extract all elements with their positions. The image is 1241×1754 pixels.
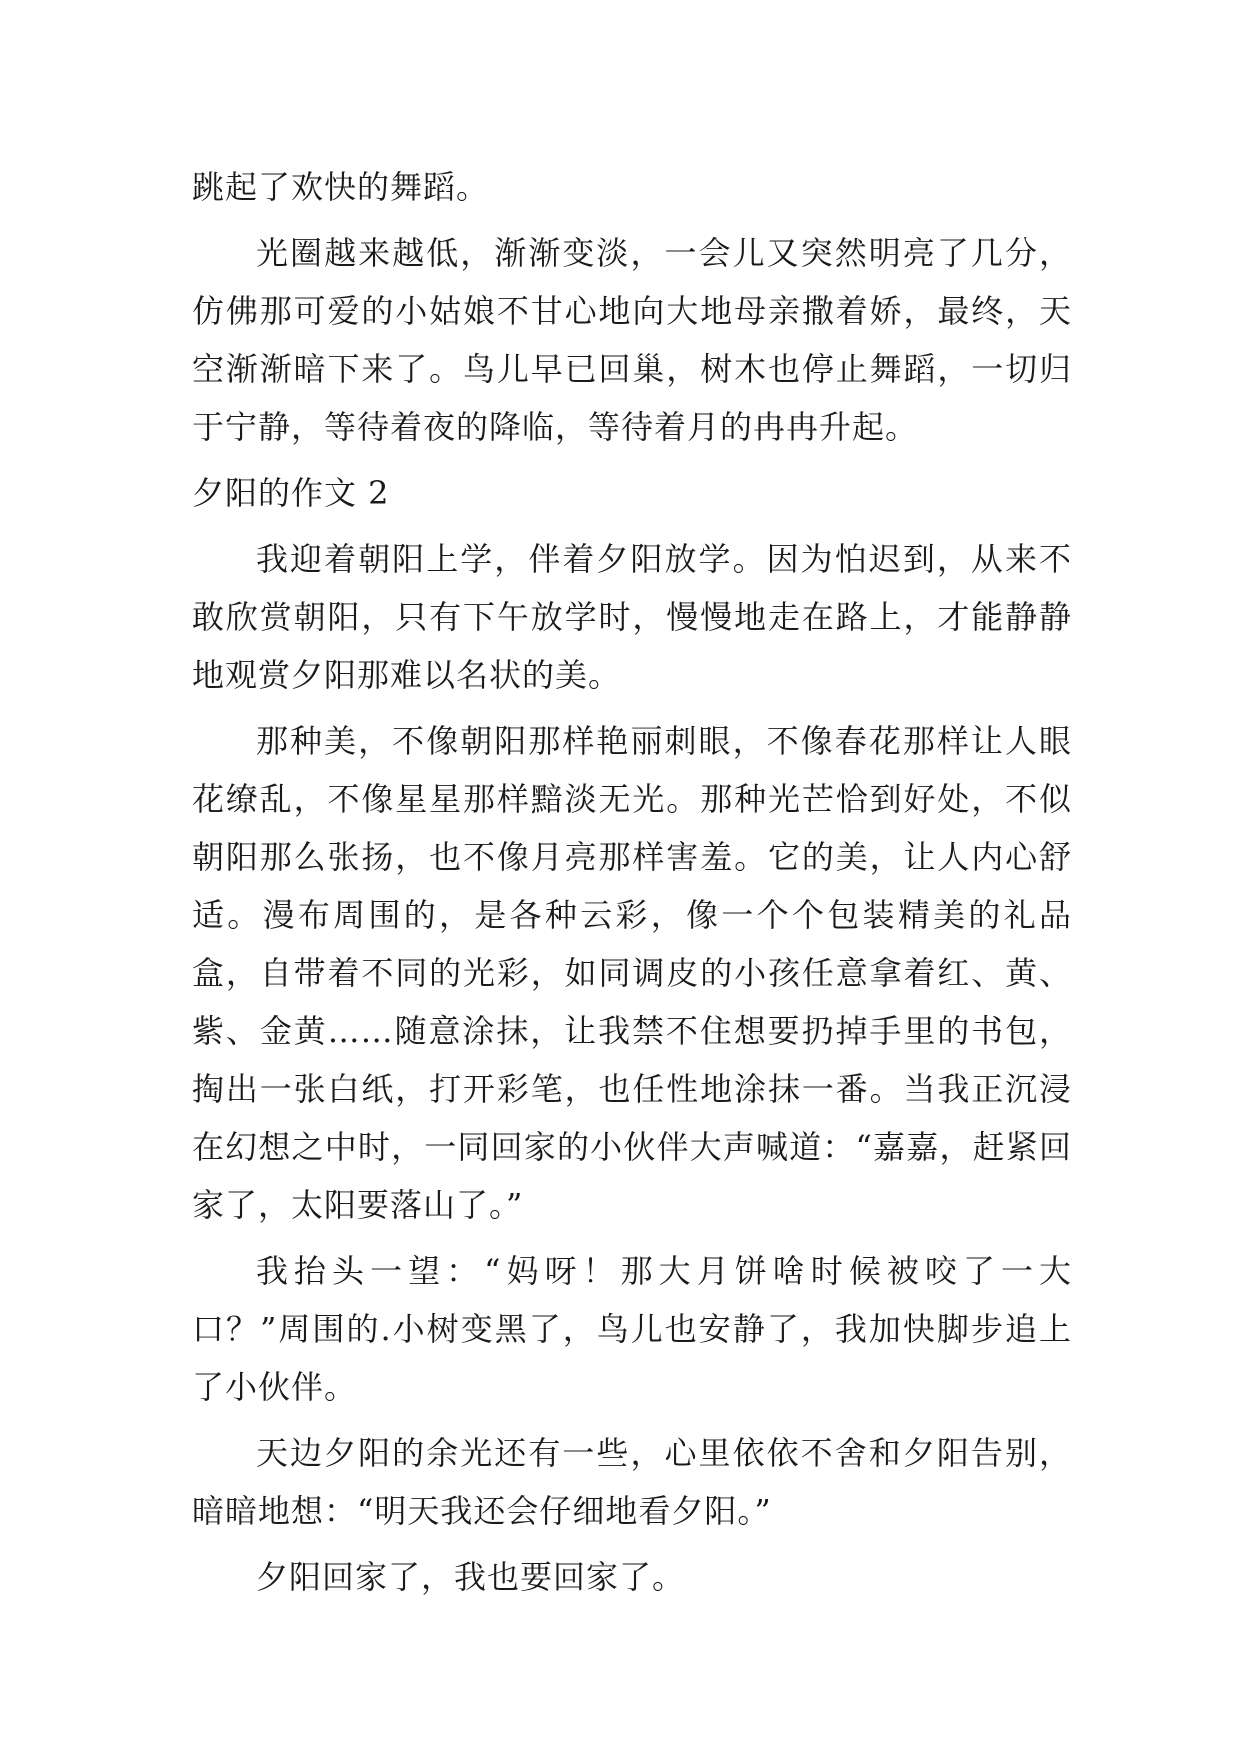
paragraph: 那种美，不像朝阳那样艳丽刺眼，不像春花那样让人眼花缭乱，不像星星那样黯淡无光。那种光芒恰到好处，不似朝阳那么张扬，也不像月亮那样害羞。它的美，让人内心舒适。漫布周围的，是各种云彩，像一个个包装精美的礼品盒，自带着不同的光彩，如同调皮的小孩任意拿着红、黄、紫、金黄……随意涂抹，让我禁不住想要扔掉手里的书包，掏出一张白纸，打开彩笔，也任性地涂抹一番。当我正沉浸在幻想之中时，一同回家的小伙伴大声喊道：“嘉嘉，赶紧回家了，太阳要落山了。” [192, 722, 1072, 1224]
paragraph: 夕阳回家了，我也要回家了。 [256, 1558, 686, 1596]
essay-title: 夕阳的作文 2 [192, 474, 390, 512]
paragraph: 我迎着朝阳上学，伴着夕阳放学。因为怕迟到，从来不敢欣赏朝阳，只有下午放学时，慢慢地走在路上，才能静静地观赏夕阳那难以名状的美。 [192, 540, 1072, 694]
document-body [192, 158, 1072, 1614]
paragraph: 光圈越来越低，渐渐变淡，一会儿又突然明亮了几分，仿佛那可爱的小姑娘不甘心地向大地母亲撒着娇，最终，天空渐渐暗下来了。鸟儿早已回巢，树木也停止舞蹈，一切归于宁静，等待着夜的降临，等待着月的冉冉升起。 [192, 234, 1072, 446]
paragraph: 天边夕阳的余光还有一些，心里依依不舍和夕阳告别，暗暗地想：“明天我还会仔细地看夕阳。” [192, 1434, 1072, 1530]
paragraph-continuation: 跳起了欢快的舞蹈。 [192, 168, 490, 206]
paragraph: 我抬头一望：“妈呀！那大月饼啥时候被咬了一大口？”周围的.小树变黑了，鸟儿也安静了，我加快脚步追上了小伙伴。 [192, 1252, 1072, 1406]
